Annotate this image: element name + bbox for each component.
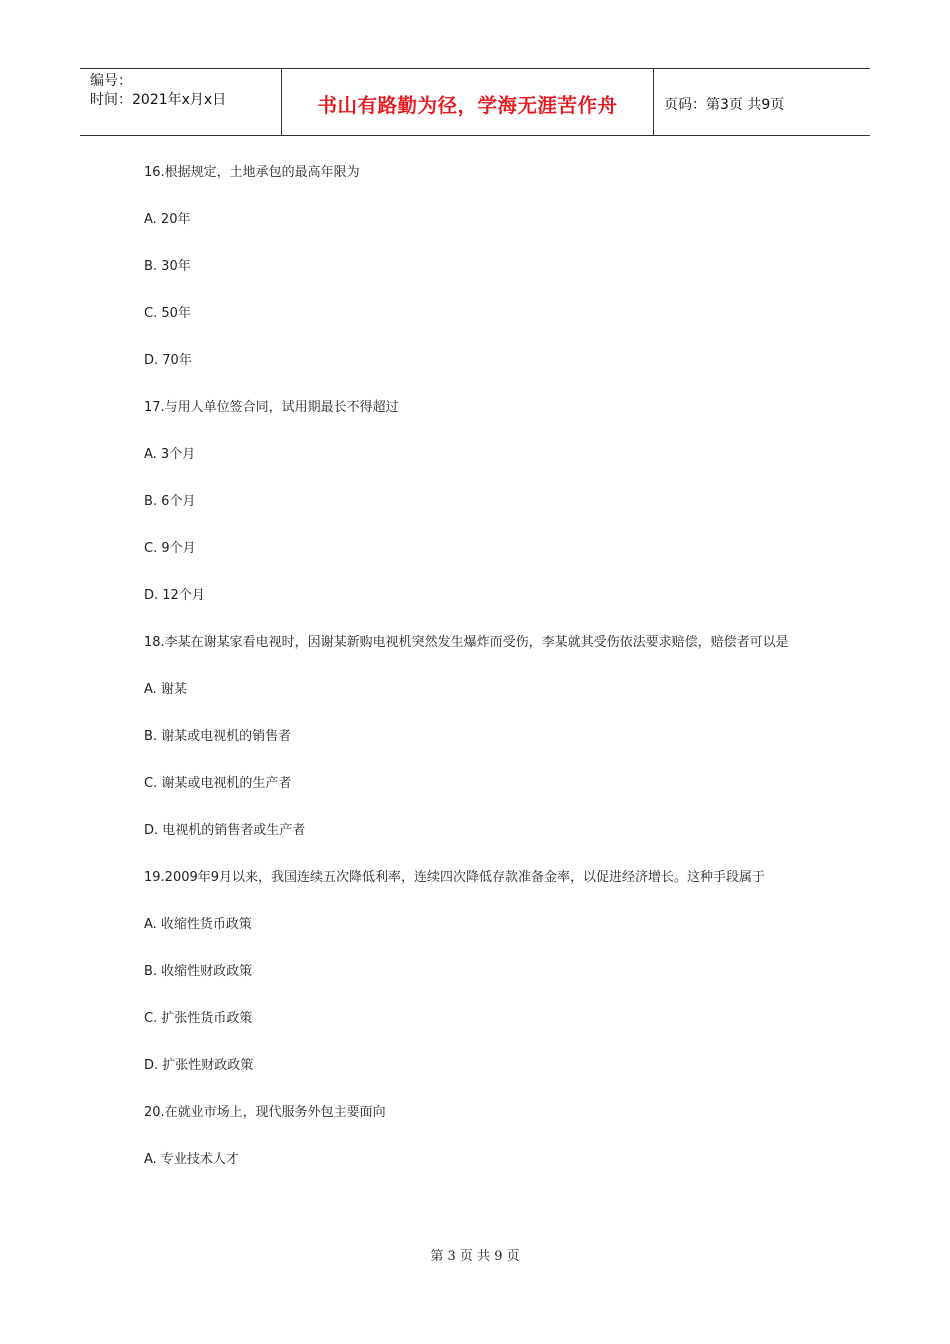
- header-motto: 书山有路勤为径，学海无涯苦作舟: [317, 94, 618, 117]
- document-time-label: 时间：2021年x月x日: [90, 92, 227, 108]
- option-17-a: A. 3个月: [144, 447, 196, 462]
- option-16-b: B. 30年: [144, 259, 191, 274]
- header-meta: [80, 69, 281, 135]
- option-18-b: B. 谢某或电视机的销售者: [144, 729, 292, 744]
- option-17-b: B. 6个月: [144, 494, 196, 509]
- option-18-d: D. 电视机的销售者或生产者: [144, 823, 306, 838]
- question-18: 18.李某在谢某家看电视时，因谢某新购电视机突然发生爆炸而受伤，李某就其受伤依法要求赔偿，赔偿者可以是: [144, 635, 789, 650]
- option-20-a: A. 专业技术人才: [144, 1152, 239, 1167]
- option-19-c: C. 扩张性货币政策: [144, 1011, 253, 1026]
- option-17-d: D. 12个月: [144, 588, 205, 603]
- question-17: 17.与用人单位签合同，试用期最长不得超过: [144, 400, 399, 415]
- question-16: 16.根据规定，土地承包的最高年限为: [144, 165, 360, 180]
- option-16-c: C. 50年: [144, 306, 191, 321]
- option-18-c: C. 谢某或电视机的生产者: [144, 776, 292, 791]
- page-footer: 第 3 页 共 9 页: [430, 1249, 520, 1264]
- option-18-a: A. 谢某: [144, 682, 187, 697]
- option-16-a: A. 20年: [144, 212, 191, 227]
- question-19: 19.2009年9月以来，我国连续五次降低利率，连续四次降低存款准备金率，以促进经济增长。这种手段属于: [144, 870, 766, 885]
- option-16-d: D. 70年: [144, 353, 192, 368]
- header-motto-cell: [281, 69, 654, 135]
- document-number-label: 编号：: [90, 73, 132, 89]
- question-list: [144, 160, 804, 1194]
- header-page-cell: [654, 69, 870, 135]
- header-page-number: 页码：第3页 共9页: [664, 97, 785, 113]
- option-17-c: C. 9个月: [144, 541, 196, 556]
- page-header: [80, 68, 870, 136]
- question-20: 20.在就业市场上，现代服务外包主要面向: [144, 1105, 386, 1120]
- option-19-b: B. 收缩性财政政策: [144, 964, 253, 979]
- option-19-d: D. 扩张性财政政策: [144, 1058, 254, 1073]
- option-19-a: A. 收缩性货币政策: [144, 917, 252, 932]
